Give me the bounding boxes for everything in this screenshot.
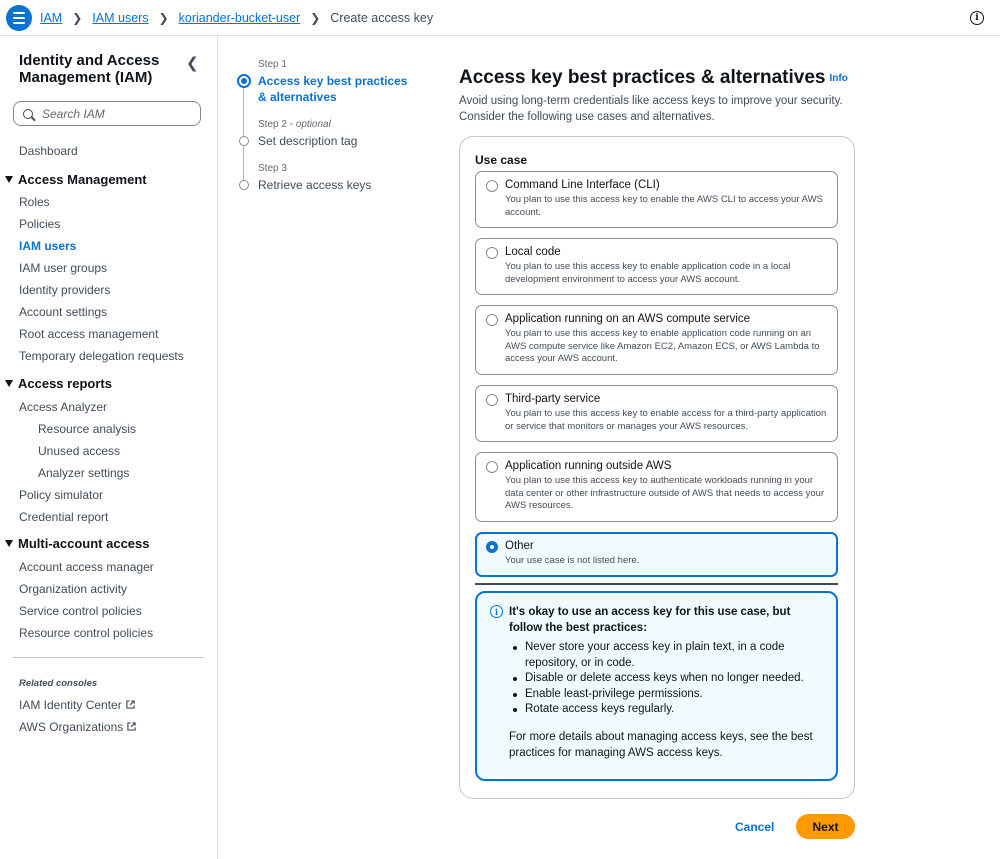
- radio-icon[interactable]: [486, 180, 498, 192]
- page-description: Avoid using long-term credentials like access keys to improve your security. Consider the following use cases and alternatives.: [459, 95, 843, 123]
- related-consoles-heading: Related consoles: [19, 678, 98, 689]
- step-connector: [243, 146, 244, 180]
- sidebar-item-account-settings[interactable]: Account settings: [19, 305, 108, 319]
- option-description: You plan to use this access key to authenticate workloads running in your data center or other infrastructure outside of AWS that needs to access your AWS resources.: [505, 475, 825, 512]
- sidebar-item-iam-users[interactable]: IAM users: [19, 239, 77, 253]
- next-button[interactable]: Next: [796, 814, 855, 839]
- option-description: You plan to use this access key to enable application code in a local development environment to access your AWS account.: [505, 261, 791, 285]
- sidebar-item-resource-control-policies[interactable]: Resource control policies: [19, 626, 154, 640]
- search-input[interactable]: [42, 107, 182, 121]
- info-link[interactable]: Info: [829, 73, 848, 84]
- sidebar-item-dashboard[interactable]: Dashboard: [19, 144, 78, 158]
- list-item: Never store your access key in plain text, in a code repository, or in code.: [525, 640, 815, 671]
- list-item: Disable or delete access keys when no longer needed.: [525, 671, 815, 687]
- sidebar-item-roles[interactable]: Roles: [19, 195, 50, 209]
- sidebar-section-multi-account[interactable]: [5, 536, 150, 551]
- step-3-name: Retrieve access keys: [258, 178, 372, 192]
- step-1-name[interactable]: Access key best practices & alternatives: [258, 74, 408, 104]
- alert-list: [525, 640, 815, 718]
- breadcrumb-current: Create access key: [330, 10, 434, 25]
- caret-down-icon: [5, 176, 13, 183]
- page-title-text: Access key best practices & alternatives: [459, 67, 826, 88]
- sidebar-link-organizations[interactable]: [19, 720, 136, 734]
- option-other[interactable]: [475, 532, 838, 577]
- step-optional-text: optional: [295, 119, 331, 130]
- step-2-label: [258, 119, 331, 130]
- use-case-heading: Use case: [475, 153, 528, 167]
- option-description: Your use case is not listed here.: [505, 555, 640, 566]
- option-third-party[interactable]: [475, 385, 838, 442]
- sidebar-item-policy-simulator[interactable]: Policy simulator: [19, 488, 104, 502]
- chevron-right-icon: ❯: [310, 10, 321, 25]
- sidebar-title: Identity and Access Management (IAM): [19, 52, 160, 86]
- external-link-icon: [127, 722, 136, 731]
- page-title: [459, 67, 848, 89]
- collapse-icon[interactable]: ❮: [186, 55, 199, 72]
- info-icon: i: [490, 605, 503, 618]
- step-1-label: [258, 59, 287, 70]
- caret-down-icon: [5, 380, 13, 387]
- divider: [475, 583, 838, 585]
- breadcrumb: [40, 11, 433, 25]
- breadcrumb-iam[interactable]: IAM: [40, 10, 63, 25]
- sidebar-link-identity-center[interactable]: [19, 698, 135, 712]
- radio-icon[interactable]: [486, 247, 498, 259]
- sidebar-item-iam-user-groups[interactable]: IAM user groups: [19, 261, 108, 275]
- list-item: Rotate access keys regularly.: [525, 702, 815, 718]
- sidebar-item-root-access-management[interactable]: Root access management: [19, 327, 159, 341]
- sidebar-item-analyzer-settings[interactable]: Analyzer settings: [38, 466, 130, 480]
- radio-icon[interactable]: [486, 394, 498, 406]
- radio-icon[interactable]: [486, 461, 498, 473]
- radio-icon[interactable]: [486, 541, 498, 553]
- info-icon[interactable]: i: [970, 11, 984, 25]
- option-label: Local code: [505, 246, 561, 258]
- step-connector: [243, 88, 244, 136]
- step-label-text: Step 3: [258, 163, 287, 174]
- list-item: Enable least-privilege permissions.: [525, 687, 815, 703]
- chevron-right-icon: ❯: [158, 10, 169, 25]
- option-aws-compute[interactable]: [475, 305, 838, 375]
- option-label: Application running on an AWS compute service: [505, 313, 751, 325]
- option-local-code[interactable]: [475, 238, 838, 295]
- alert-footer: For more details about managing access keys, see the best practices for managing AWS access keys.: [509, 731, 813, 759]
- link-label: AWS Organizations: [19, 720, 124, 734]
- step-1-indicator: [237, 74, 251, 88]
- step-3-label: [258, 163, 287, 174]
- step-label-text: Step 1: [258, 59, 287, 70]
- option-description: You plan to use this access key to enable the AWS CLI to access your AWS account.: [505, 194, 823, 218]
- sidebar-item-service-control-policies[interactable]: Service control policies: [19, 604, 142, 618]
- sidebar-item-organization-activity[interactable]: Organization activity: [19, 582, 128, 596]
- sidebar-item-resource-analysis[interactable]: Resource analysis: [38, 422, 137, 436]
- sidebar-section-access-management[interactable]: [5, 172, 147, 187]
- option-description: You plan to use this access key to enable application code running on an AWS compute service like Amazon EC2, Amazon ECS, or AWS Lambda to access your AWS account.: [505, 328, 820, 365]
- menu-icon[interactable]: [6, 5, 32, 31]
- option-label: Application running outside AWS: [505, 460, 672, 472]
- step-label-text: Step 2 -: [258, 119, 296, 130]
- step-2-indicator: [239, 136, 249, 146]
- link-label: IAM Identity Center: [19, 698, 122, 712]
- step-2-name: Set description tag: [258, 134, 358, 148]
- section-label: Multi-account access: [18, 536, 150, 551]
- sidebar-item-identity-providers[interactable]: Identity providers: [19, 283, 111, 297]
- option-label: Third-party service: [505, 393, 601, 405]
- section-label: Access Management: [18, 172, 147, 187]
- search-box: [13, 101, 201, 126]
- section-label: Access reports: [18, 376, 112, 391]
- option-description: You plan to use this access key to enable access for a third-party application or service that monitors or manages your AWS resources.: [505, 408, 827, 432]
- sidebar-section-access-reports[interactable]: [5, 376, 112, 391]
- sidebar-item-access-analyzer[interactable]: Access Analyzer: [19, 400, 108, 414]
- alert-heading: It's okay to use an access key for this use case, but follow the best practices:: [509, 606, 791, 634]
- sidebar-item-policies[interactable]: Policies: [19, 217, 61, 231]
- sidebar-item-temporary-delegation[interactable]: Temporary delegation requests: [19, 349, 184, 363]
- sidebar-item-credential-report[interactable]: Credential report: [19, 510, 109, 524]
- cancel-button[interactable]: Cancel: [735, 820, 775, 834]
- external-link-icon: [126, 700, 135, 709]
- search-icon: [23, 109, 33, 119]
- option-label: Other: [505, 540, 534, 552]
- option-cli[interactable]: [475, 171, 838, 228]
- breadcrumb-user[interactable]: koriander-bucket-user: [178, 10, 301, 25]
- radio-icon[interactable]: [486, 314, 498, 326]
- caret-down-icon: [5, 540, 13, 547]
- chevron-right-icon: ❯: [72, 10, 83, 25]
- breadcrumb-iam-users[interactable]: IAM users: [92, 10, 149, 25]
- option-outside-aws[interactable]: [475, 452, 838, 522]
- sidebar-item-unused-access[interactable]: Unused access: [38, 444, 121, 458]
- sidebar-item-account-access-manager[interactable]: Account access manager: [19, 560, 154, 574]
- sidebar: [0, 36, 218, 859]
- option-label: Command Line Interface (CLI): [505, 179, 660, 191]
- step-3-indicator: [239, 180, 249, 190]
- top-bar: [0, 0, 1000, 36]
- sidebar-divider: [13, 657, 204, 658]
- best-practices-alert: [475, 591, 838, 781]
